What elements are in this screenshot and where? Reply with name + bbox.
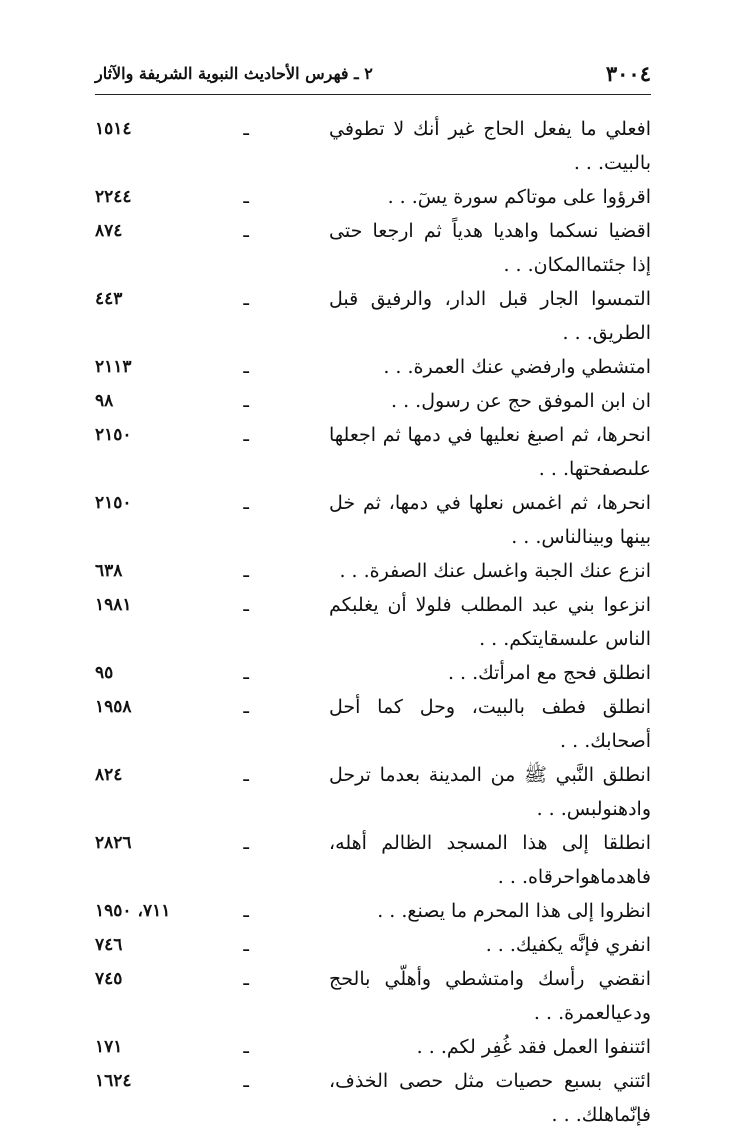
separator-dash: ـ — [243, 560, 249, 582]
index-entry — [95, 826, 651, 894]
hadith-number: ١٦٢٤ — [95, 1071, 132, 1091]
hadith-text — [329, 486, 651, 554]
hadith-text-line: انحرها، ثم اغمس نعلها في دمها، ثم خل بينها وبين — [329, 492, 651, 548]
hadith-text-continuation: واحرقاه. . . — [497, 866, 591, 888]
index-entry — [95, 554, 651, 588]
index-entry — [95, 1064, 651, 1132]
hadith-text — [329, 180, 651, 214]
separator-dash: ـ — [243, 288, 249, 310]
hadith-number: ١٩٨١ — [95, 595, 132, 615]
separator-dash: ـ — [243, 764, 249, 786]
hadith-text — [329, 554, 651, 588]
index-entry — [95, 350, 651, 384]
separator-dash: ـ — [243, 1036, 249, 1058]
page-number: ٣٠٠٤ — [605, 60, 651, 86]
hadith-text-line: انقضي رأسك وامتشطي وأهلّي بالحج ودعي — [329, 968, 651, 1024]
index-entry — [95, 962, 651, 1030]
index-list — [95, 112, 651, 1132]
hadith-text-line: التمسوا الجار قبل الدار، والرفيق قبل الطريق. . . — [329, 288, 651, 344]
separator-dash: ـ — [243, 900, 249, 922]
index-entry — [95, 894, 651, 928]
hadith-text — [329, 112, 651, 180]
hadith-text-continuation: سقايتكم. . . — [479, 628, 576, 650]
hadith-text — [329, 350, 651, 384]
hadith-text — [329, 894, 651, 928]
index-entry — [95, 282, 651, 350]
hadith-text-line: ائتني بسبع حصيات مثل حصى الخذف، فإنّما — [329, 1070, 651, 1126]
hadith-number: ٩٥ — [95, 663, 114, 683]
separator-dash: ـ — [243, 390, 249, 412]
index-entry — [95, 418, 651, 486]
hadith-number: ٤٤٣ — [95, 289, 123, 309]
hadith-text-line: انحرها، ثم اصبغ نعليها في دمها ثم اجعلها على — [329, 424, 651, 480]
hadith-text-line: انطلق النَّبي ﷺ من المدينة بعدما ترحل وادهن — [329, 764, 651, 820]
index-entry — [95, 180, 651, 214]
hadith-text — [329, 962, 651, 1030]
hadith-text-line: ان ابن الموفق حج عن رسول. . . — [391, 390, 651, 412]
hadith-text-line: انطلق فطف بالبيت، وحل كما أحل أصحابك. . . — [329, 696, 651, 752]
hadith-number: ٢٨٢٦ — [95, 833, 132, 853]
hadith-text — [329, 384, 651, 418]
hadith-number: ٧١١، ١٩٥٠ — [95, 901, 171, 921]
page-header — [95, 52, 651, 95]
hadith-text — [329, 588, 651, 656]
hadith-number: ٢١٥٠ — [95, 493, 132, 513]
hadith-text-line: اقضيا نسكما واهديا هدياً ثم ارجعا حتى إذا جئتما — [329, 220, 651, 276]
hadith-number: ٢٢٤٤ — [95, 187, 132, 207]
hadith-text-line: انطلقا إلى هذا المسجد الظالم أهله، فاهدماه — [329, 832, 651, 888]
hadith-text — [329, 758, 651, 826]
hadith-number: ٢١١٣ — [95, 357, 132, 377]
hadith-number: ٢١٥٠ — [95, 425, 132, 445]
index-entry — [95, 112, 651, 180]
hadith-number: ٨٧٤ — [95, 221, 123, 241]
hadith-text — [329, 1030, 651, 1064]
hadith-text — [329, 690, 651, 758]
hadith-number: ١٥١٤ — [95, 119, 132, 139]
hadith-text-line: انظروا إلى هذا المحرم ما يصنع. . . — [377, 900, 651, 922]
hadith-text-line: ائتنفوا العمل فقد غُفِر لكم. . . — [416, 1036, 651, 1058]
separator-dash: ـ — [243, 934, 249, 956]
hadith-text-line: انفري فإنَّه يكفيك. . . — [485, 934, 651, 956]
hadith-text — [329, 214, 651, 282]
hadith-text-continuation: هلك. . . — [551, 1104, 615, 1126]
index-entry — [95, 758, 651, 826]
hadith-number: ٩٨ — [95, 391, 114, 411]
hadith-text — [329, 418, 651, 486]
hadith-text-line: انزع عنك الجبة واغسل عنك الصفرة. . . — [339, 560, 651, 582]
hadith-text-continuation: صفحتها. . . — [538, 458, 628, 480]
hadith-text — [329, 656, 651, 690]
hadith-number: ٦٣٨ — [95, 561, 123, 581]
index-entry — [95, 656, 651, 690]
separator-dash: ـ — [243, 696, 249, 718]
hadith-text — [329, 826, 651, 894]
index-entry — [95, 928, 651, 962]
separator-dash: ـ — [243, 492, 249, 514]
hadith-text-line: امتشطي وارفضي عنك العمرة. . . — [383, 356, 651, 378]
hadith-number: ١٧١ — [95, 1037, 123, 1057]
separator-dash: ـ — [243, 220, 249, 242]
index-entry — [95, 1030, 651, 1064]
index-entry — [95, 486, 651, 554]
hadith-text-continuation: ولبس. . . — [536, 798, 613, 820]
hadith-text-line: انزعوا بني عبد المطلب فلولا أن يغلبكم الناس على — [329, 594, 651, 650]
separator-dash: ـ — [243, 118, 249, 140]
hadith-text-continuation: المكان. . . — [503, 254, 586, 276]
hadith-text-line: اقرؤوا على موتاكم سورة يسٓ. . . — [387, 186, 651, 208]
hadith-text-continuation: الناس. . . — [511, 526, 588, 548]
hadith-text — [329, 1064, 651, 1132]
separator-dash: ـ — [243, 186, 249, 208]
index-entry — [95, 384, 651, 418]
hadith-text — [329, 282, 651, 350]
hadith-text — [329, 928, 651, 962]
hadith-number: ٨٢٤ — [95, 765, 123, 785]
hadith-text-line: افعلي ما يفعل الحاج غير أنك لا تطوفي بالبيت. . . — [329, 118, 651, 174]
hadith-text-line: انطلق فحج مع امرأتك. . . — [447, 662, 651, 684]
separator-dash: ـ — [243, 594, 249, 616]
running-title: ٢ ـ فهرس الأحاديث النبوية الشريفة والآثار — [95, 63, 373, 83]
hadith-number: ٧٤٥ — [95, 969, 123, 989]
index-entry — [95, 690, 651, 758]
hadith-number: ١٩٥٨ — [95, 697, 132, 717]
separator-dash: ـ — [243, 832, 249, 854]
index-entry — [95, 214, 651, 282]
separator-dash: ـ — [243, 424, 249, 446]
separator-dash: ـ — [243, 1070, 249, 1092]
separator-dash: ـ — [243, 968, 249, 990]
hadith-text-continuation: العمرة. . . — [533, 1002, 617, 1024]
separator-dash: ـ — [243, 662, 249, 684]
hadith-number: ٧٤٦ — [95, 935, 123, 955]
index-entry — [95, 588, 651, 656]
separator-dash: ـ — [243, 356, 249, 378]
